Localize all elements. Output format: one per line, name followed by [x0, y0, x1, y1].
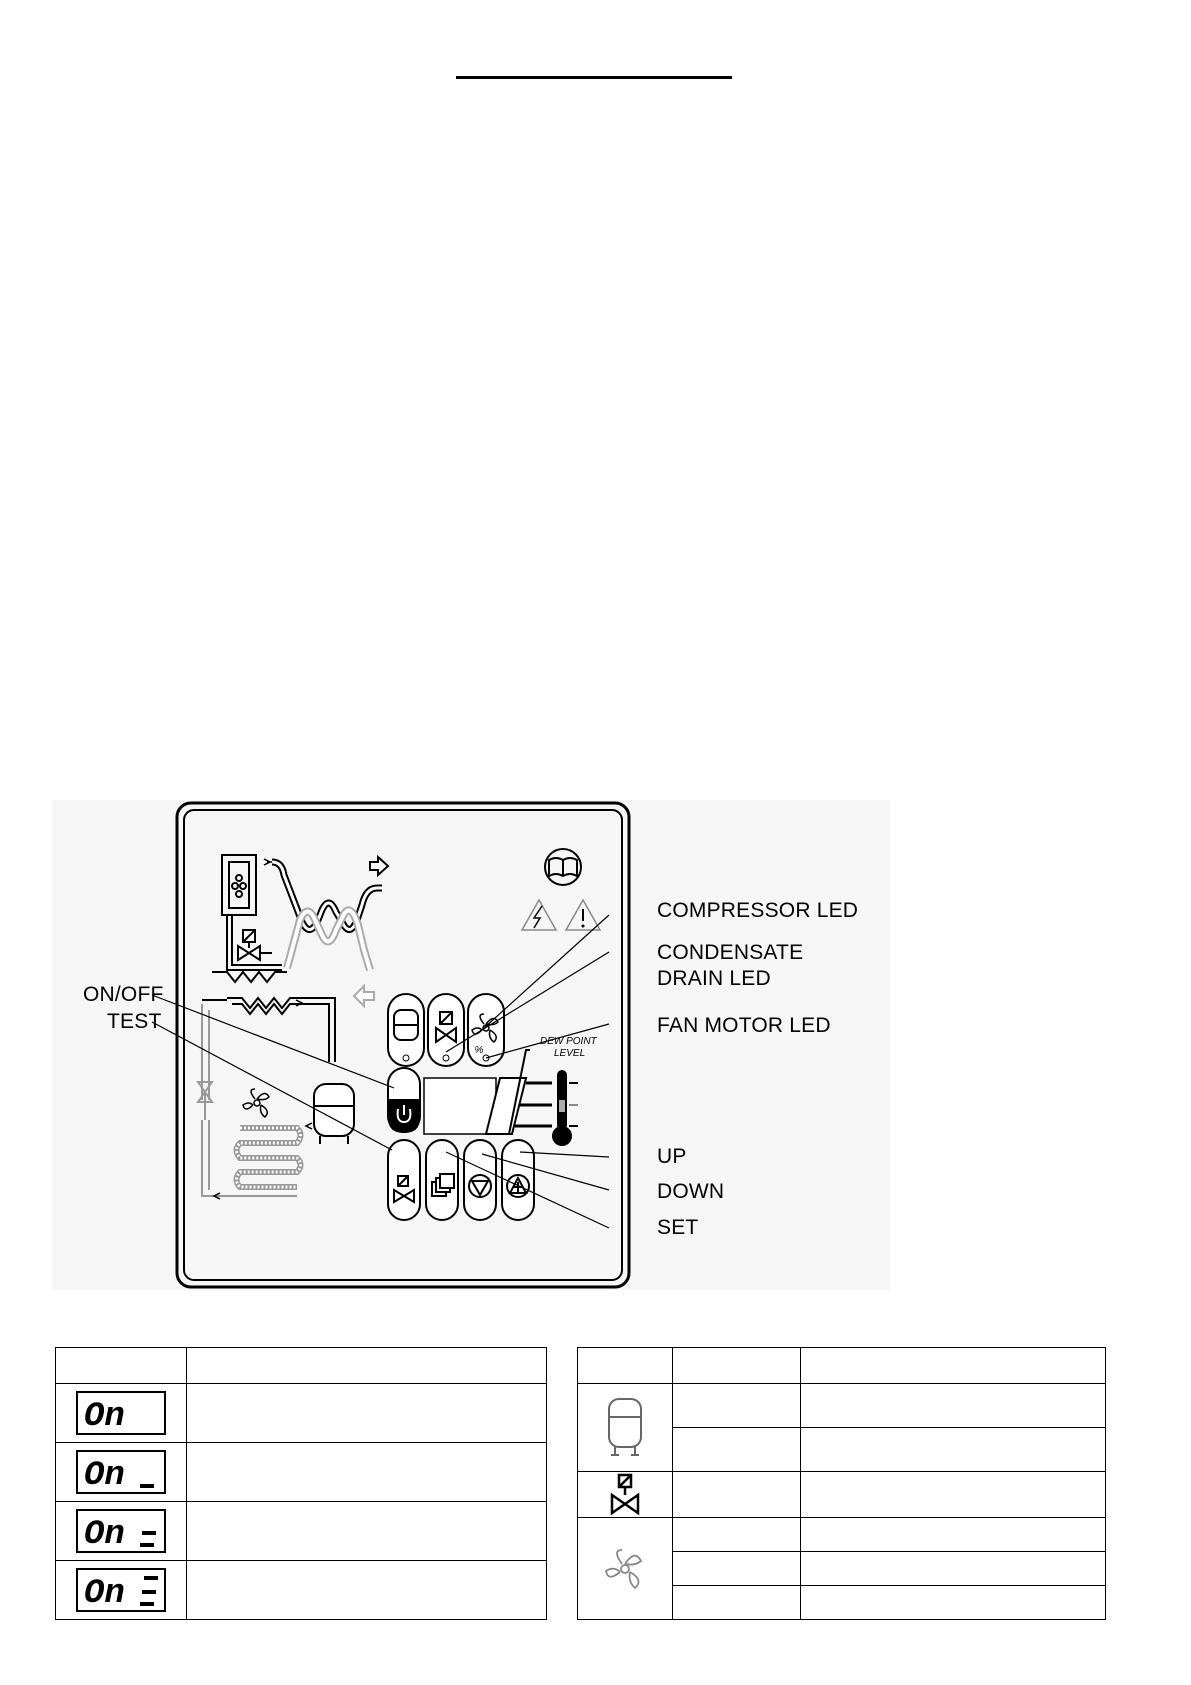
leader-lines	[152, 915, 609, 1228]
table-row	[56, 1502, 547, 1561]
manual-book-icon	[545, 849, 581, 885]
test-button[interactable]	[388, 1140, 420, 1220]
outlet-arrow-icon	[370, 857, 388, 875]
display-on-high-icon	[56, 1568, 186, 1612]
display-on-icon	[56, 1391, 186, 1435]
up-callout: UP	[657, 1145, 687, 1168]
header-cell-display	[56, 1348, 187, 1384]
table-row	[56, 1384, 547, 1443]
fan-motor-led-button	[468, 994, 504, 1066]
level-label: LEVEL	[554, 1048, 586, 1059]
drain-valve-schematic-icon	[238, 930, 272, 960]
table-row	[578, 1384, 1106, 1428]
down-button[interactable]	[464, 1140, 496, 1220]
led-status-table	[577, 1347, 1106, 1620]
svg-text:On: On	[84, 1516, 125, 1553]
table-row	[56, 1561, 547, 1620]
test-callout: TEST	[107, 1010, 162, 1033]
down-callout: DOWN	[657, 1180, 725, 1203]
svg-text:On: On	[84, 1398, 125, 1435]
warning-icon	[566, 900, 600, 930]
set-button[interactable]	[426, 1140, 458, 1220]
electrical-hazard-icon	[522, 900, 556, 930]
on-off-callout: ON/OFF	[83, 983, 164, 1006]
display-on-mid-icon	[56, 1509, 186, 1553]
condensate-callout-line1: CONDENSATE	[657, 941, 804, 964]
condensate-drain-led-button	[428, 994, 464, 1066]
condensate-callout-line2: DRAIN LED	[657, 967, 771, 990]
set-callout: SET	[657, 1216, 699, 1239]
compressor-led-button	[388, 994, 424, 1066]
table-row	[578, 1518, 1106, 1552]
on-off-button[interactable]	[388, 1068, 420, 1132]
drain-valve-icon	[578, 1473, 672, 1517]
title-rule	[456, 76, 732, 79]
svg-text:On: On	[84, 1457, 125, 1494]
compressor-icon	[578, 1395, 672, 1461]
table-row	[56, 1443, 547, 1502]
percent-label: %	[474, 1045, 484, 1056]
display-states-table	[55, 1347, 547, 1620]
fan-schematic-icon	[243, 1089, 269, 1117]
header-cell-description	[187, 1348, 547, 1384]
svg-text:On: On	[84, 1575, 125, 1612]
separator-icon	[222, 855, 256, 915]
compressor-schematic-icon	[314, 1084, 354, 1144]
fan-motor-led-callout: FAN MOTOR LED	[657, 1014, 831, 1037]
display-window	[424, 1078, 496, 1134]
compressor-led-callout: COMPRESSOR LED	[657, 899, 859, 922]
panel-drawing	[52, 800, 890, 1290]
display-on-low-icon	[56, 1450, 186, 1494]
dew-point-label: DEW POINT	[540, 1036, 597, 1047]
table-row	[578, 1472, 1106, 1518]
fan-icon	[578, 1544, 672, 1594]
control-panel-diagram	[52, 800, 890, 1290]
thermometer-icon	[552, 1070, 578, 1146]
